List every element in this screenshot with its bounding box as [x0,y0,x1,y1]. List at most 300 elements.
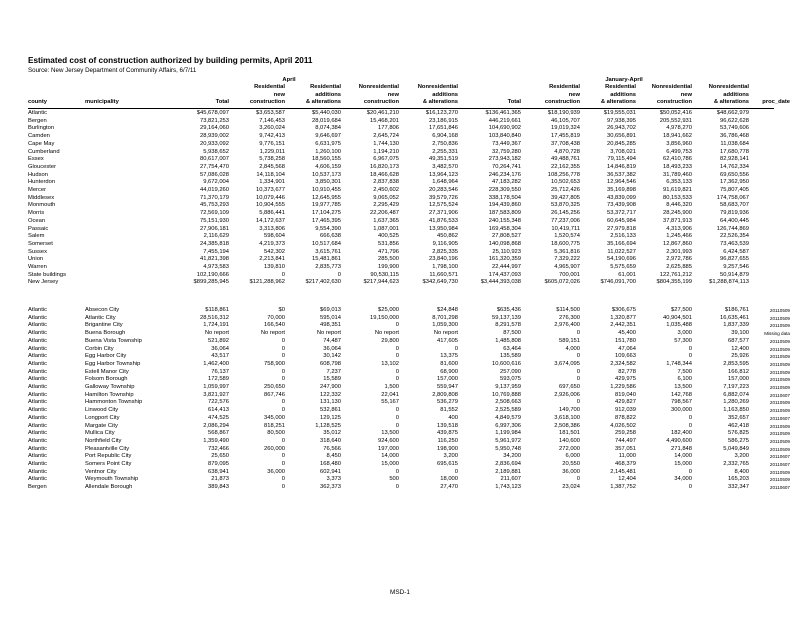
table-cell [749,133,790,141]
table-cell: 161,320,359 [488,256,521,263]
table-cell: 32,759,280 [491,148,521,155]
table-cell [85,226,149,234]
table-cell: 429,827 [615,399,636,406]
table-cell: $19,555,031 [603,110,636,116]
table-cell: 36,786,468 [719,133,749,140]
table-cell: 246,234,176 [488,171,521,178]
table-cell: New Jersey [28,279,59,286]
header-total: Total [215,99,229,105]
table-cell: 13,964,123 [428,171,458,178]
municipality-row [28,384,790,392]
table-cell: 666,638 [320,233,341,240]
table-cell: 3,200 [734,453,749,460]
table-cell: 129,125 [320,414,341,421]
table-cell: 9,065,052 [373,194,399,201]
table-cell: 2,508,663 [495,399,521,406]
table-cell: 0 [281,368,285,375]
table-cell: 45,753,293 [199,202,229,209]
table-cell: 17,455,819 [550,133,580,140]
table-cell: 15,468,201 [369,117,399,124]
table-cell: 20110509 [769,438,790,444]
table-cell: 20110509 [769,323,790,329]
table-cell: 23,186,915 [428,117,458,124]
municipality-row [28,330,790,338]
table-cell [85,279,149,287]
table-cell: Warren [28,264,47,271]
table-cell: 197,000 [378,445,399,452]
municipality-row [28,453,790,461]
table-cell [85,264,149,272]
table-cell: 450,862 [437,233,458,240]
table-cell: 4,000 [565,345,580,352]
table-cell: 5,361,816 [554,248,580,255]
table-cell: 20110509 [769,369,790,375]
table-cell: 0 [395,407,399,414]
table-cell: 0 [281,337,285,344]
table-cell: 1,087,001 [373,225,399,232]
table-cell: 82,778 [618,368,636,375]
table-cell: Burlington [28,125,55,132]
table-cell: 8,291,578 [495,322,521,329]
table-cell: 1,280,269 [723,399,749,406]
municipality-row [28,469,790,477]
table-cell: 1,163,850 [723,407,749,414]
table-cell: 135,589 [500,353,521,360]
table-cell: 26,943,702 [606,125,636,132]
table-cell: 0 [395,345,399,352]
table-cell: 5,575,659 [610,264,636,271]
table-cell: 20,845,285 [606,140,636,147]
table-cell [749,249,790,257]
table-cell [85,149,149,157]
table-cell: 0 [688,353,692,360]
table-cell: 18,466,628 [369,171,399,178]
table-cell: Somers Point City [85,461,132,468]
table-cell: 614,413 [208,407,229,414]
table-cell: 0 [281,271,285,278]
table-cell: 64,400,445 [719,217,749,224]
table-cell: 5,938,652 [203,148,229,155]
table-cell: 3,373 [326,476,341,483]
table-cell: 0 [688,345,692,352]
municipality-row [28,438,790,446]
municipality-row [28,415,790,423]
table-cell: 79,115,494 [607,156,636,163]
table-cell: 4,973,583 [203,264,229,271]
table-cell: 22,526,354 [719,233,749,240]
table-cell: 357,051 [615,445,636,452]
table-cell: $3,444,393,038 [480,279,521,286]
table-cell: 126,744,869 [716,225,749,232]
table-cell: 10,769,888 [491,391,521,398]
table-cell: Ventnor City [85,468,117,475]
table-cell: 187,583,809 [488,210,521,217]
table-cell: 273,943,182 [488,156,521,163]
county-row [28,241,790,249]
table-cell: 53,372,717 [606,210,636,217]
table-cell: $217,402,630 [305,279,341,286]
table-cell: 168,480 [320,461,341,468]
table-cell: 2,116,629 [203,233,229,240]
table-cell: 400,525 [378,233,399,240]
table-cell: 0 [281,376,285,383]
table-cell: 531,856 [378,240,399,247]
table-cell: 97,938,395 [606,117,636,124]
table-cell: Atlantic [28,461,48,468]
table-cell: 17,465,395 [311,217,341,224]
table-cell: 75,151,930 [199,217,229,224]
table-cell: 5,950,748 [495,445,521,452]
table-cell: 0 [281,353,285,360]
table-cell [85,195,149,203]
table-cell: 80,153,533 [662,194,692,201]
table-cell: 1,059,300 [432,322,458,329]
table-cell: 20110509 [769,308,790,313]
table-cell: 13,500 [381,430,399,437]
table-cell: No report [204,330,229,337]
table-cell [749,279,790,287]
table-cell: 8,450 [326,453,341,460]
table-cell: 260,000 [264,445,285,452]
table-cell: $114,500 [556,307,580,313]
table-cell: 1,500 [384,384,399,391]
table-cell: 20110509 [769,408,790,414]
table-cell: 24,385,818 [199,240,229,247]
table-cell: 20110607 [769,415,790,421]
table-cell [749,195,790,203]
table-cell: 1,648,964 [432,179,458,186]
table-cell: Atlantic [28,353,48,360]
county-row [28,118,790,126]
table-cell: Hudson [28,171,48,178]
table-cell: Atlantic [28,430,48,437]
table-cell: 9,742,413 [259,133,285,140]
table-cell: 9,257,546 [723,264,749,271]
table-cell: 18,000 [440,476,458,483]
table-cell: 17,362,950 [719,179,749,186]
table-cell: 103,840,840 [488,133,521,140]
table-cell: 20110509 [769,423,790,429]
table-cell: Egg Harbor City [85,353,127,360]
table-cell: $1,288,874,113 [709,279,749,286]
table-cell: 1,199,984 [495,430,521,437]
table-cell: 521,892 [208,337,229,344]
table-cell: $5,440,030 [311,110,341,116]
report-title: Estimated cost of construction authorized by building permits, April 2011 [28,56,313,65]
table-cell: 14,846,819 [606,163,636,170]
table-cell: 20,550 [562,461,580,468]
table-cell [85,118,149,126]
table-cell: Middlesex [28,194,55,201]
table-cell: 79,819,936 [719,210,749,217]
table-cell: 2,926,006 [554,391,580,398]
table-cell: 0 [395,322,399,329]
table-cell: 57,086,028 [199,171,229,178]
table-cell: Pleasantville City [85,445,130,452]
table-cell: 10,502,653 [550,179,580,186]
table-cell [749,141,790,149]
table-cell: 20110509 [769,431,790,437]
county-row [28,156,790,164]
table-cell [749,218,790,226]
table-cell: 41,821,398 [199,256,229,263]
table-cell: $746,091,700 [600,279,636,286]
table-cell: 8,701,298 [432,314,458,321]
table-cell: 9,137,959 [495,384,521,391]
table-cell: 695,615 [437,461,458,468]
table-cell: Atlantic [28,414,48,421]
table-cell: 0 [337,271,341,278]
table-cell: 0 [395,484,399,491]
table-cell: 17,104,275 [311,210,341,217]
table-cell: 602,941 [320,468,341,475]
table-cell: 53,870,325 [550,202,580,209]
municipality-row [28,423,790,431]
table-cell: 2,837,838 [373,179,399,186]
table-cell: 174,758,067 [716,194,749,201]
municipality-row [28,338,790,346]
table-cell: $0 [278,307,285,313]
table-cell: 0 [281,437,285,444]
table-cell: 5,961,972 [495,437,521,444]
table-cell: 28,245,900 [662,210,692,217]
table-cell: 2,442,351 [610,322,636,329]
table-cell: Brigantine City [85,322,123,329]
table-cell: 139,518 [437,422,458,429]
table-cell: 20110509 [769,315,790,321]
table-cell: 80,617,007 [199,156,229,163]
table-cell: 58,683,707 [719,202,749,209]
table-cell: 3,200 [443,453,458,460]
table-cell: 25,110,923 [492,248,521,255]
header-county: county [28,99,48,105]
table-cell: 23,840,196 [428,256,458,263]
table-cell: 43,517 [211,353,229,360]
table-cell: Port Republic City [85,453,132,460]
group-header-april: April [282,77,296,83]
table-cell: 22,206,487 [369,210,399,217]
table-cell: $27,500 [671,307,692,313]
table-cell: 35,169,898 [606,187,636,194]
table-cell: 0 [688,422,692,429]
header-ytd-nonres-additions: Nonresidential additions & alterations [708,84,749,105]
table-cell: 285,500 [378,256,399,263]
table-cell: Weymouth Township [85,476,139,483]
table-cell: 2,295,429 [373,202,399,209]
table-cell: 798,567 [671,399,692,406]
table-cell: 0 [281,399,285,406]
table-cell: 13,950,984 [428,225,458,232]
table-cell: State buildings [28,271,67,278]
table-cell: 6,000 [565,453,580,460]
table-cell: 27,470 [440,484,458,491]
table-cell: $342,649,730 [422,279,458,286]
table-cell: 345,000 [264,414,285,421]
table-cell [749,226,790,234]
table-cell: Atlantic [28,330,48,337]
table-cell: 25,712,426 [550,187,580,194]
table-cell [85,187,149,195]
table-cell: 73,821,253 [199,117,229,124]
table-cell: 1,724,191 [203,322,229,329]
table-cell: 9,116,905 [432,240,458,247]
table-cell: No report [433,330,458,337]
table-cell: 542,302 [264,248,285,255]
county-row [28,133,790,141]
table-cell: Atlantic [28,468,48,475]
table-cell: 12,964,546 [606,179,636,186]
table-cell: Hammonton Township [85,399,143,406]
table-cell: 8,074,384 [315,125,341,132]
table-cell: 19,019,324 [550,125,580,132]
table-cell: 41,876,533 [428,217,458,224]
table-cell: 205,552,931 [659,117,692,124]
table-cell: 13,102 [381,360,399,367]
table-cell [749,125,790,133]
table-cell: 3,850,301 [315,179,341,186]
table-cell: 12,404 [618,476,636,483]
municipality-row [28,484,790,492]
table-cell: Passaic [28,225,49,232]
header-nonres-new: Nonresidential new construction [358,84,399,105]
table-cell: 25,650 [211,453,229,460]
table-cell: 131,130 [320,399,341,406]
table-cell: 12,645,955 [311,194,341,201]
table-cell: 0 [281,407,285,414]
table-cell: 1,334,901 [259,179,285,186]
table-cell: $804,355,199 [656,279,692,286]
table-cell: 17,680,778 [719,148,749,155]
municipality-row [28,446,790,454]
table-cell: 139,810 [264,264,285,271]
table-cell: 96,827,655 [719,256,749,263]
table-cell: 76,566 [323,445,341,452]
table-cell: 2,625,885 [666,264,692,271]
table-cell [749,156,790,164]
municipality-row [28,407,790,415]
table-cell: 116,250 [437,437,458,444]
table-cell: 2,145,481 [610,468,636,475]
table-cell [749,241,790,249]
table-cell: 73,439,908 [606,202,636,209]
table-cell: 16,635,461 [719,314,749,321]
table-cell: 758,900 [264,360,285,367]
table-cell [85,218,149,226]
table-cell: 49,351,519 [428,156,458,163]
table-cell: $69,013 [320,307,341,313]
table-cell: Atlantic [28,337,48,344]
table-cell: Mercer [28,187,47,194]
table-cell: 1,462,400 [203,360,229,367]
table-cell: 462,418 [728,422,749,429]
table-cell: 589,151 [559,337,580,344]
table-cell [85,249,149,257]
table-cell: 140,098,868 [488,240,521,247]
table-cell: 37,708,438 [550,140,580,147]
table-cell: 68,900 [440,368,458,375]
table-cell [85,210,149,218]
table-cell: 2,836,694 [495,461,521,468]
table-cell: 12,400 [731,345,749,352]
county-row [28,210,790,218]
table-cell: 878,822 [615,414,636,421]
table-cell: 30,656,891 [606,133,636,140]
table-cell: Corbin City [85,345,114,352]
table-cell: Margate City [85,422,118,429]
table-cell: 96,622,628 [719,117,749,124]
table-cell: 31,789,460 [662,171,692,178]
table-cell: 568,867 [208,430,229,437]
table-cell: 7,455,194 [203,248,229,255]
table-cell: 687,577 [728,337,749,344]
table-cell: 471,796 [378,248,399,255]
table-cell: 1,485,808 [495,337,521,344]
table-cell: 1,744,130 [373,140,399,147]
table-cell: $45,678,097 [196,110,229,116]
table-cell: 7,329,222 [554,256,580,263]
table-cell: Ocean [28,217,46,224]
table-cell: 20110509 [769,377,790,383]
table-cell: Longport City [85,414,120,421]
table-cell: 10,517,684 [311,240,341,247]
table-cell: 75,807,405 [719,187,749,194]
table-cell: 142,768 [671,391,692,398]
table-cell: 1,359,490 [203,437,229,444]
county-row [28,218,790,226]
table-cell: Atlantic [28,368,48,375]
table-cell: 1,520,574 [554,233,580,240]
table-cell: 11,000 [618,453,636,460]
table-cell: 4,313,906 [666,225,692,232]
table-cell: 15,000 [674,461,692,468]
table-cell: Allendale Borough [85,484,133,491]
table-cell: 0 [576,476,580,483]
table-cell: 2,450,602 [373,187,399,194]
table-cell: 259,258 [615,430,636,437]
table-cell: 20110509 [769,385,790,391]
table-cell [85,141,149,149]
table-cell: 22,162,355 [550,163,580,170]
county-row [28,233,790,241]
table-cell: 14,000 [381,453,399,460]
table-cell: 60,645,984 [606,217,636,224]
table-cell: 1,059,997 [203,384,229,391]
table-cell [749,233,790,241]
table-cell: 4,219,373 [259,240,285,247]
table-cell: 35,012 [323,430,341,437]
header-ytd-nonres-new: Nonresidential new construction [651,84,692,105]
table-cell: 722,576 [208,399,229,406]
table-cell: 34,000 [674,476,692,483]
table-cell: 81,552 [440,407,458,414]
table-cell: 1,748,344 [666,360,692,367]
table-cell: 6,882,074 [723,391,749,398]
county-row [28,195,790,203]
table-cell: 1,229,586 [610,384,636,391]
table-cell: 1,229,011 [259,148,285,155]
table-cell: 7,146,453 [259,117,285,124]
table-cell: 182,400 [671,430,692,437]
table-cell: 36,537,382 [606,171,636,178]
table-cell: 638,941 [208,468,229,475]
table-cell: 7,237 [326,368,341,375]
table-cell [85,133,149,141]
table-cell: 47,064 [618,345,636,352]
table-cell: 2,508,386 [554,422,580,429]
table-cell: 166,812 [728,368,749,375]
table-cell: $306,675 [611,307,636,313]
county-totals-table [28,110,790,287]
